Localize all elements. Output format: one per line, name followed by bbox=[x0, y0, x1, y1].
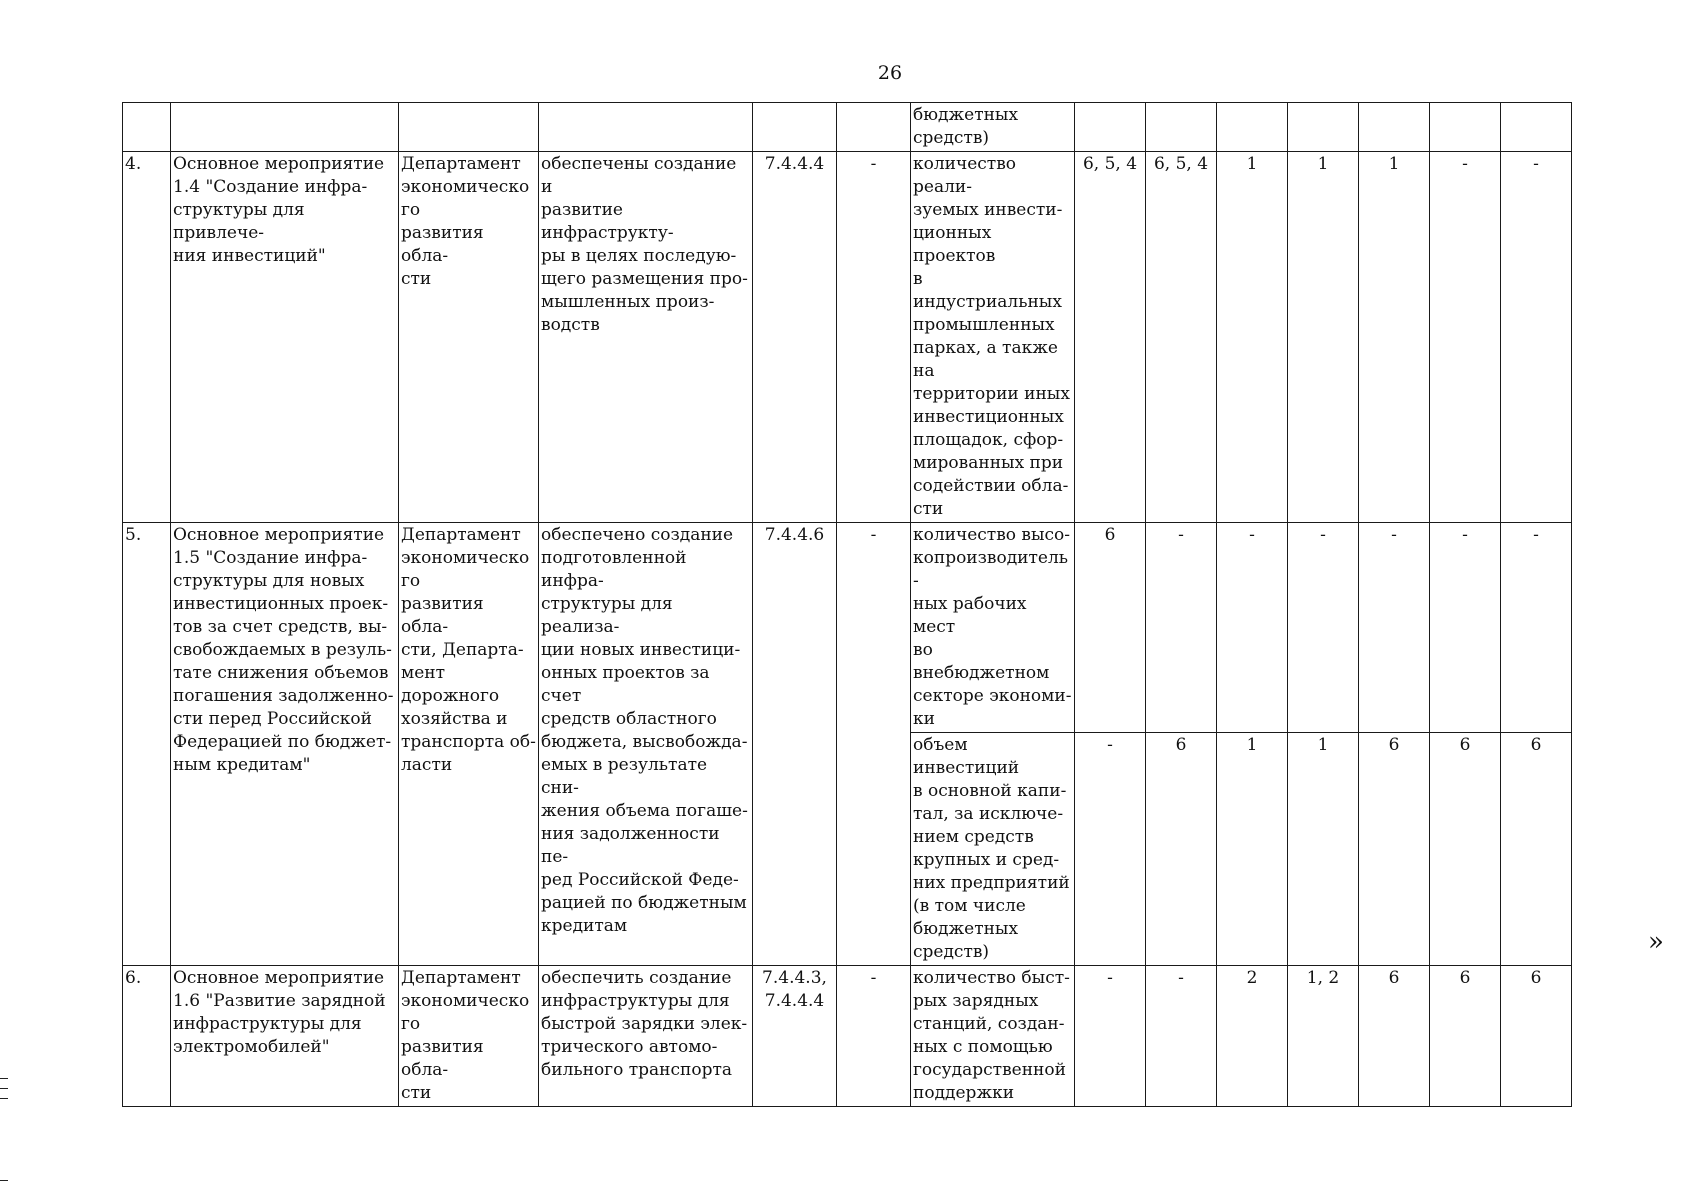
margin-mark bbox=[0, 1088, 8, 1089]
row-number: 5. bbox=[123, 523, 171, 966]
expected-result: обеспечены создание и развитие инфраструкту- ры в целях последую- щего размещения про- мышленных произ- водств bbox=[539, 152, 753, 523]
executor: Департамент экономического развития обла- сти bbox=[399, 152, 539, 523]
indicator-name: количество высо- копроизводитель- ных рабочих мест во внебюджетном секторе экономи- ки bbox=[911, 523, 1075, 733]
table-row bbox=[123, 523, 1572, 733]
executor: Департамент экономического развития обла- сти, Департа- мент дорожного хозяйства и транспорта об- ласти bbox=[399, 523, 539, 966]
indicator-value: 6 bbox=[1430, 733, 1501, 966]
expected-result: обеспечить создание инфраструктуры для быстрой зарядки элек- трического автомо- бильного транспорта bbox=[539, 966, 753, 1107]
table-row bbox=[123, 966, 1572, 1107]
relation-mark: - bbox=[837, 152, 911, 523]
indicator-name: объем инвестиций в основной капи- тал, за исключе- нием средств крупных и сред- них предприятий (в том числе бюджетных средств) bbox=[911, 733, 1075, 966]
indicator-value: - bbox=[1075, 966, 1146, 1107]
indicator-value: 6, 5, 4 bbox=[1146, 152, 1217, 523]
indicator-value: 6 bbox=[1146, 733, 1217, 966]
relation-mark: - bbox=[837, 966, 911, 1107]
indicator-value: - bbox=[1146, 966, 1217, 1107]
closing-mark: » bbox=[1648, 927, 1664, 957]
indicators-table bbox=[122, 102, 1572, 1107]
margin-mark bbox=[0, 1180, 8, 1181]
indicator-value: 6 bbox=[1501, 966, 1572, 1107]
indicator-value: 6 bbox=[1501, 733, 1572, 966]
program-code: 7.4.4.3, 7.4.4.4 bbox=[753, 966, 837, 1107]
indicator-value: - bbox=[1501, 523, 1572, 733]
indicator-value: 1 bbox=[1359, 152, 1430, 523]
relation-mark: - bbox=[837, 523, 911, 966]
indicator-name: количество быст- рых зарядных станций, создан- ных с помощью государственной поддержки bbox=[911, 966, 1075, 1107]
indicator-value: 6 bbox=[1359, 966, 1430, 1107]
indicator-value: - bbox=[1217, 523, 1288, 733]
indicator-value: - bbox=[1430, 523, 1501, 733]
indicator-value: - bbox=[1288, 523, 1359, 733]
program-code: 7.4.4.6 bbox=[753, 523, 837, 966]
table-row bbox=[123, 152, 1572, 523]
measure-name: Основное мероприятие 1.5 "Создание инфра- структуры для новых инвестиционных проек- тов за счет средств, вы- свобождаемых в резуль- тате снижения объемов погашения задолженно- сти перед Российской Федерацией по бюджет- ным кредитам" bbox=[171, 523, 399, 966]
indicator-value: - bbox=[1430, 152, 1501, 523]
indicator-value: 1 bbox=[1288, 733, 1359, 966]
indicator-value: - bbox=[1146, 523, 1217, 733]
carryover-row bbox=[123, 103, 1572, 152]
carryover-cell: бюджетных средств) bbox=[911, 103, 1075, 152]
expected-result: обеспечено создание подготовленной инфра- структуры для реализа- ции новых инвестици- онных проектов за счет средств областного бюджета, высвобожда- емых в результате сни- жения объема погаше- ния задолженности пе- ред Российской Феде- рацией по бюджетным кредитам bbox=[539, 523, 753, 966]
indicator-value: 2 bbox=[1217, 966, 1288, 1107]
indicator-value: 1 bbox=[1217, 733, 1288, 966]
row-number: 6. bbox=[123, 966, 171, 1107]
program-code: 7.4.4.4 bbox=[753, 152, 837, 523]
measure-name: Основное мероприятие 1.6 "Развитие зарядной инфраструктуры для электромобилей" bbox=[171, 966, 399, 1107]
indicator-value: 6, 5, 4 bbox=[1075, 152, 1146, 523]
indicator-value: 1, 2 bbox=[1288, 966, 1359, 1107]
indicator-name: количество реали- зуемых инвести- ционных проектов в индустриальных промышленных парках, а также на территории иных инвестиционных площадок, сфор- мированных при содействии обла- сти bbox=[911, 152, 1075, 523]
indicator-value: 1 bbox=[1288, 152, 1359, 523]
indicator-value: - bbox=[1075, 733, 1146, 966]
indicator-value: - bbox=[1359, 523, 1430, 733]
indicator-value: 6 bbox=[1430, 966, 1501, 1107]
indicator-value: 6 bbox=[1359, 733, 1430, 966]
page-number: 26 bbox=[877, 62, 903, 84]
indicator-value: 1 bbox=[1217, 152, 1288, 523]
row-number: 4. bbox=[123, 152, 171, 523]
margin-mark bbox=[0, 1078, 8, 1079]
indicator-value: - bbox=[1501, 152, 1572, 523]
margin-mark bbox=[0, 1098, 8, 1099]
indicator-value: 6 bbox=[1075, 523, 1146, 733]
measure-name: Основное мероприятие 1.4 "Создание инфра- структуры для привлече- ния инвестиций" bbox=[171, 152, 399, 523]
executor: Департамент экономического развития обла- сти bbox=[399, 966, 539, 1107]
